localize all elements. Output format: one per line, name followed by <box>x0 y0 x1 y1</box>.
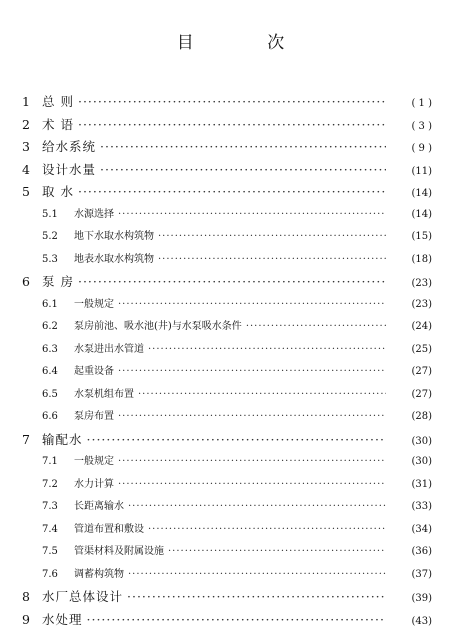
dot-leader <box>78 184 386 199</box>
toc-entry-title: 水源选择 <box>68 205 114 220</box>
toc-section-row[interactable] <box>22 250 432 273</box>
dot-leader <box>118 479 386 490</box>
dot-leader <box>118 366 386 377</box>
dot-leader <box>168 546 386 557</box>
toc-entry-number: 6.6 <box>22 411 68 422</box>
toc-chapter-row[interactable] <box>22 610 432 632</box>
toc-entry-number: 5.3 <box>22 254 68 265</box>
table-of-contents <box>22 92 432 632</box>
toc-section-row[interactable] <box>22 407 432 430</box>
toc-entry-number: 6.2 <box>22 321 68 332</box>
toc-entry-title: 泵 房 <box>42 272 74 290</box>
toc-entry-page: (28) <box>390 411 432 422</box>
dot-leader <box>78 274 386 289</box>
toc-entry-title: 术 语 <box>42 115 74 133</box>
dot-leader <box>118 299 386 310</box>
toc-entry-title: 总 则 <box>42 92 74 110</box>
dot-leader <box>246 321 386 332</box>
toc-section-row[interactable] <box>22 205 432 228</box>
toc-entry-number: 6.1 <box>22 299 68 310</box>
toc-entry-title: 地下水取水构筑物 <box>68 227 154 242</box>
dot-leader <box>87 612 386 627</box>
toc-entry-number: 8 <box>22 589 42 604</box>
toc-entry-number: 1 <box>22 94 42 109</box>
toc-entry-number: 5.2 <box>22 231 68 242</box>
toc-entry-page: (43) <box>390 616 432 627</box>
toc-entry-page: (11) <box>390 166 432 177</box>
toc-entry-page: (30) <box>390 456 432 467</box>
toc-entry-page: (37) <box>390 569 432 580</box>
dot-leader <box>128 569 386 580</box>
toc-entry-title: 起重设备 <box>68 362 114 377</box>
toc-entry-title: 水泵机组布置 <box>68 385 134 400</box>
toc-section-row[interactable] <box>22 362 432 385</box>
dot-leader <box>158 254 386 265</box>
toc-section-row[interactable] <box>22 452 432 475</box>
dot-leader <box>128 501 386 512</box>
toc-entry-title: 输配水 <box>42 430 83 448</box>
toc-entry-page: (39) <box>390 593 432 604</box>
toc-entry-page: ( 1 ) <box>390 98 432 109</box>
toc-section-row[interactable] <box>22 475 432 498</box>
dot-leader <box>78 117 386 132</box>
toc-entry-page: (15) <box>390 231 432 242</box>
toc-chapter-row[interactable] <box>22 160 432 183</box>
dot-leader <box>158 231 386 242</box>
toc-entry-number: 7.5 <box>22 546 68 557</box>
toc-entry-number: 6.5 <box>22 389 68 400</box>
toc-section-row[interactable] <box>22 542 432 565</box>
toc-entry-title: 水厂总体设计 <box>42 587 123 605</box>
toc-entry-title: 管道布置和敷设 <box>68 520 144 535</box>
toc-entry-number: 7.3 <box>22 501 68 512</box>
dot-leader <box>127 589 386 604</box>
toc-entry-title: 地表水取水构筑物 <box>68 250 154 265</box>
toc-entry-title: 泵房前池、吸水池(井)与水泵吸水条件 <box>68 317 242 332</box>
toc-chapter-row[interactable] <box>22 587 432 610</box>
toc-entry-number: 7.4 <box>22 524 68 535</box>
toc-entry-title: 取 水 <box>42 182 74 200</box>
toc-entry-title: 长距离输水 <box>68 497 124 512</box>
dot-leader <box>100 139 386 154</box>
toc-entry-title: 水处理 <box>42 610 83 628</box>
toc-entry-title: 水泵进出水管道 <box>68 340 144 355</box>
toc-entry-title: 一般规定 <box>68 295 114 310</box>
toc-entry-number: 9 <box>22 612 42 627</box>
toc-entry-number: 6.3 <box>22 344 68 355</box>
toc-chapter-row[interactable] <box>22 182 432 205</box>
toc-entry-page: (36) <box>390 546 432 557</box>
toc-chapter-row[interactable] <box>22 92 432 115</box>
toc-section-row[interactable] <box>22 565 432 588</box>
toc-entry-page: ( 9 ) <box>390 143 432 154</box>
toc-entry-page: (23) <box>390 299 432 310</box>
page-title: 目 次 <box>0 28 461 53</box>
toc-entry-page: (14) <box>390 209 432 220</box>
dot-leader <box>118 456 386 467</box>
toc-chapter-row[interactable] <box>22 115 432 138</box>
toc-section-row[interactable] <box>22 385 432 408</box>
toc-section-row[interactable] <box>22 227 432 250</box>
toc-entry-page: (23) <box>390 278 432 289</box>
dot-leader <box>148 344 386 355</box>
dot-leader <box>78 94 386 109</box>
toc-entry-number: 2 <box>22 117 42 132</box>
toc-chapter-row[interactable] <box>22 137 432 160</box>
toc-entry-page: (25) <box>390 344 432 355</box>
toc-entry-title: 水力计算 <box>68 475 114 490</box>
toc-entry-page: (33) <box>390 501 432 512</box>
toc-entry-number: 6 <box>22 274 42 289</box>
toc-chapter-row[interactable] <box>22 430 432 453</box>
dot-leader <box>148 524 386 535</box>
toc-entry-page: (14) <box>390 188 432 199</box>
toc-entry-title: 给水系统 <box>42 137 96 155</box>
toc-entry-number: 6.4 <box>22 366 68 377</box>
toc-entry-page: (31) <box>390 479 432 490</box>
toc-entry-title: 泵房布置 <box>68 407 114 422</box>
toc-entry-page: (34) <box>390 524 432 535</box>
toc-section-row[interactable] <box>22 317 432 340</box>
toc-entry-number: 7.2 <box>22 479 68 490</box>
toc-chapter-row[interactable] <box>22 272 432 295</box>
toc-entry-page: ( 3 ) <box>390 121 432 132</box>
toc-entry-number: 3 <box>22 139 42 154</box>
dot-leader <box>138 389 386 400</box>
toc-entry-number: 4 <box>22 162 42 177</box>
toc-entry-page: (27) <box>390 366 432 377</box>
toc-section-row[interactable] <box>22 520 432 543</box>
toc-entry-number: 5.1 <box>22 209 68 220</box>
toc-entry-page: (24) <box>390 321 432 332</box>
toc-entry-page: (18) <box>390 254 432 265</box>
dot-leader <box>87 432 386 447</box>
toc-entry-title: 管渠材料及附属设施 <box>68 542 164 557</box>
toc-entry-number: 5 <box>22 184 42 199</box>
toc-entry-title: 设计水量 <box>42 160 96 178</box>
toc-entry-number: 7 <box>22 432 42 447</box>
dot-leader <box>100 162 386 177</box>
toc-section-row[interactable] <box>22 497 432 520</box>
toc-section-row[interactable] <box>22 295 432 318</box>
toc-entry-number: 7.1 <box>22 456 68 467</box>
toc-entry-title: 一般规定 <box>68 452 114 467</box>
toc-entry-page: (27) <box>390 389 432 400</box>
toc-entry-page: (30) <box>390 436 432 447</box>
dot-leader <box>118 209 386 220</box>
toc-entry-title: 调蓄构筑物 <box>68 565 124 580</box>
dot-leader <box>118 411 386 422</box>
toc-entry-number: 7.6 <box>22 569 68 580</box>
toc-section-row[interactable] <box>22 340 432 363</box>
